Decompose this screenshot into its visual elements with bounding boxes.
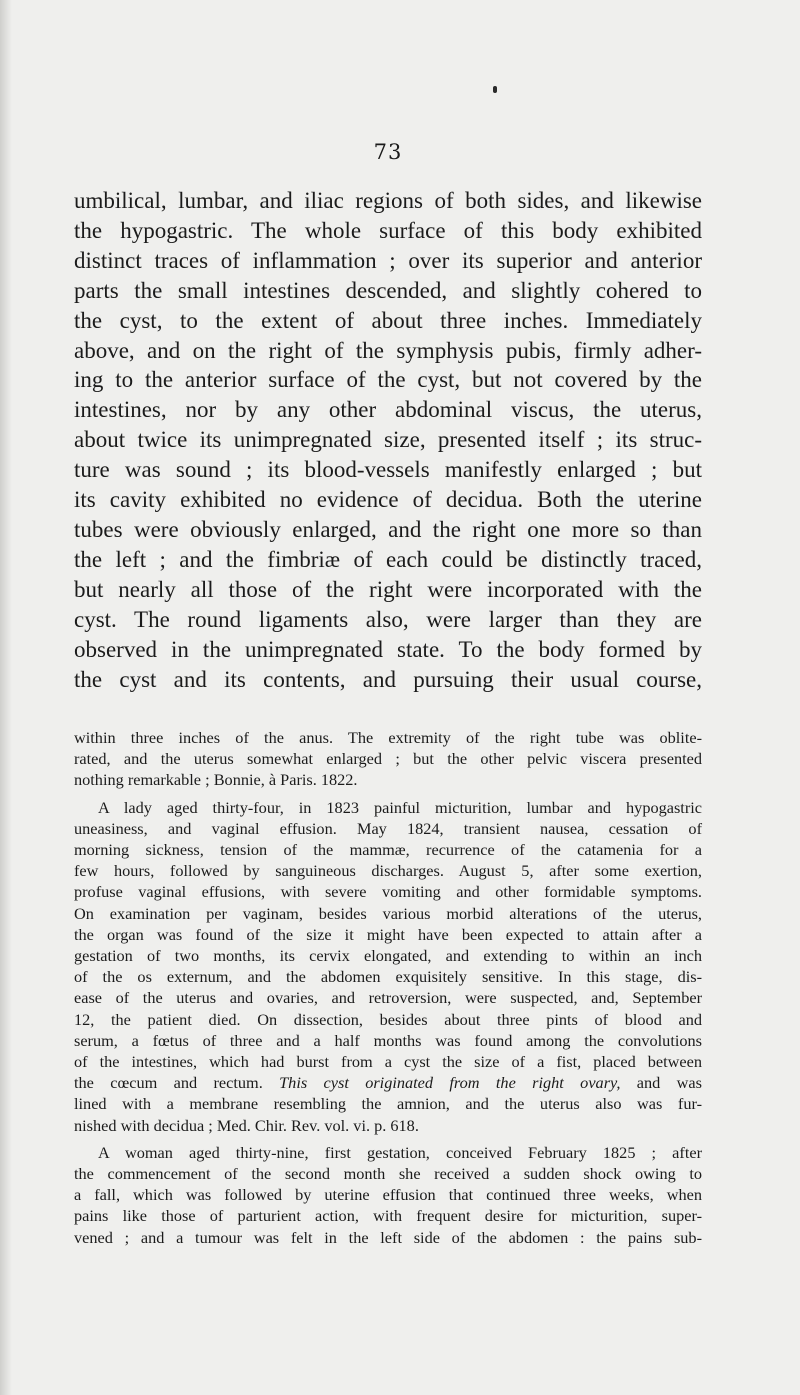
footnote-italic-text: This cyst originated from the right ovary, <box>279 1073 621 1093</box>
footnote-text: the cœcum and rectum. <box>74 1073 263 1093</box>
main-text-line: umbilical, lumbar, and iliac regions of both sides, and likewise <box>74 188 702 213</box>
footnote-line: On examination per vaginam, besides various morbid alterations of the uterus, <box>74 903 702 923</box>
main-text-line: its cavity exhibited no evidence of decidua. Both the uterine <box>74 487 702 513</box>
main-text-line: ture was sound ; its blood-vessels manifestly enlarged ; but <box>74 457 702 483</box>
footnote-line: rated, and the uterus somewhat enlarged ; but the other pelvic viscera presented <box>74 749 702 769</box>
main-text-line: but nearly all those of the right were incorporated with the <box>74 576 702 602</box>
footnote-line: pains like those of parturient action, with frequent desire for micturition, super- <box>74 1206 702 1226</box>
main-text-line: the left ; and the fimbriæ of each could be distinctly traced, <box>74 546 702 572</box>
footnote-line: the commencement of the second month she received a sudden shock owing to <box>74 1164 702 1184</box>
main-text-line: the cyst and its contents, and pursuing their usual course, <box>74 666 702 692</box>
main-text-line: about twice its unimpregnated size, presented itself ; its struc- <box>74 427 702 453</box>
main-text-line: ing to the anterior surface of the cyst, but not covered by the <box>74 367 702 393</box>
footnote-line: a fall, which was followed by uterine effusion that continued three weeks, when <box>74 1185 702 1205</box>
footnote-line: within three inches of the anus. The extremity of the right tube was oblite- <box>74 728 702 747</box>
main-text-line: parts the small intestines descended, and slightly cohered to <box>74 277 702 303</box>
footnote-line-mixed <box>74 1072 702 1093</box>
footnote-line: morning sickness, tension of the mammæ, recurrence of the catamenia for a <box>74 840 702 860</box>
footnote-line: of the os externum, and the abdomen exquisitely sensitive. In this stage, dis- <box>74 967 702 987</box>
footnote-line: gestation of two months, its cervix elongated, and extending to within an inch <box>74 946 702 966</box>
footnote-line: 12, the patient died. On dissection, besides about three pints of blood and <box>74 1009 702 1029</box>
footnote-line: nished with decidua ; Med. Chir. Rev. vol. vi. p. 618. <box>74 1115 419 1135</box>
main-body-text <box>74 186 702 694</box>
main-text-line: the hypogastric. The whole surface of this body exhibited <box>74 217 702 243</box>
footnote-text: and was <box>636 1073 702 1093</box>
footnote-line: profuse vaginal effusions, with severe vomiting and other formidable symptoms. <box>74 882 702 902</box>
footnote-line: lined with a membrane resembling the amnion, and the uterus also was fur- <box>74 1094 702 1114</box>
footnote-line: A woman aged thirty-nine, first gestation, conceived February 1825 ; after <box>98 1142 702 1162</box>
main-text-line: tubes were obviously enlarged, and the right one more so than <box>74 516 702 542</box>
main-text-line: the cyst, to the extent of about three inches. Immediately <box>74 307 702 333</box>
main-text-line: distinct traces of inflammation ; over its superior and anterior <box>74 247 702 273</box>
footnote-line: nothing remarkable ; Bonnie, à Paris. 1822. <box>74 770 358 790</box>
footnote-line: serum, a fœtus of three and a half months was found among the convolutions <box>74 1030 702 1050</box>
footnotes <box>74 727 702 1254</box>
main-text-line: observed in the unimpregnated state. To the body formed by <box>74 636 702 662</box>
footnote-line: of the intestines, which had burst from a cyst the size of a fist, placed between <box>74 1052 702 1072</box>
footnote-line: A lady aged thirty-four, in 1823 painful micturition, lumbar and hypogastric <box>98 797 702 817</box>
footnote-paragraph-3 <box>74 1142 702 1248</box>
footnote-line: uneasiness, and vaginal effusion. May 1824, transient nausea, cessation of <box>74 818 702 838</box>
main-text-line: cyst. The round ligaments also, were larger than they are <box>74 606 702 632</box>
footnote-line: vened ; and a tumour was felt in the left side of the abdomen : the pains sub- <box>74 1227 702 1247</box>
ink-speck <box>493 86 497 93</box>
footnote-line: the organ was found of the size it might have been expected to attain after a <box>74 924 702 944</box>
footnote-paragraph-1 <box>74 727 702 791</box>
main-text-line: intestines, nor by any other abdominal viscus, the uterus, <box>74 397 702 423</box>
page-edge-shadow <box>0 0 12 1395</box>
footnote-paragraph-2 <box>74 797 702 1136</box>
page-number: 73 <box>373 140 403 164</box>
footnote-line: few hours, followed by sanguineous discharges. August 5, after some exertion, <box>74 861 702 881</box>
main-text-line: above, and on the right of the symphysis pubis, firmly adher- <box>74 337 702 363</box>
footnote-line: ease of the uterus and ovaries, and retroversion, were suspected, and, September <box>74 988 702 1008</box>
